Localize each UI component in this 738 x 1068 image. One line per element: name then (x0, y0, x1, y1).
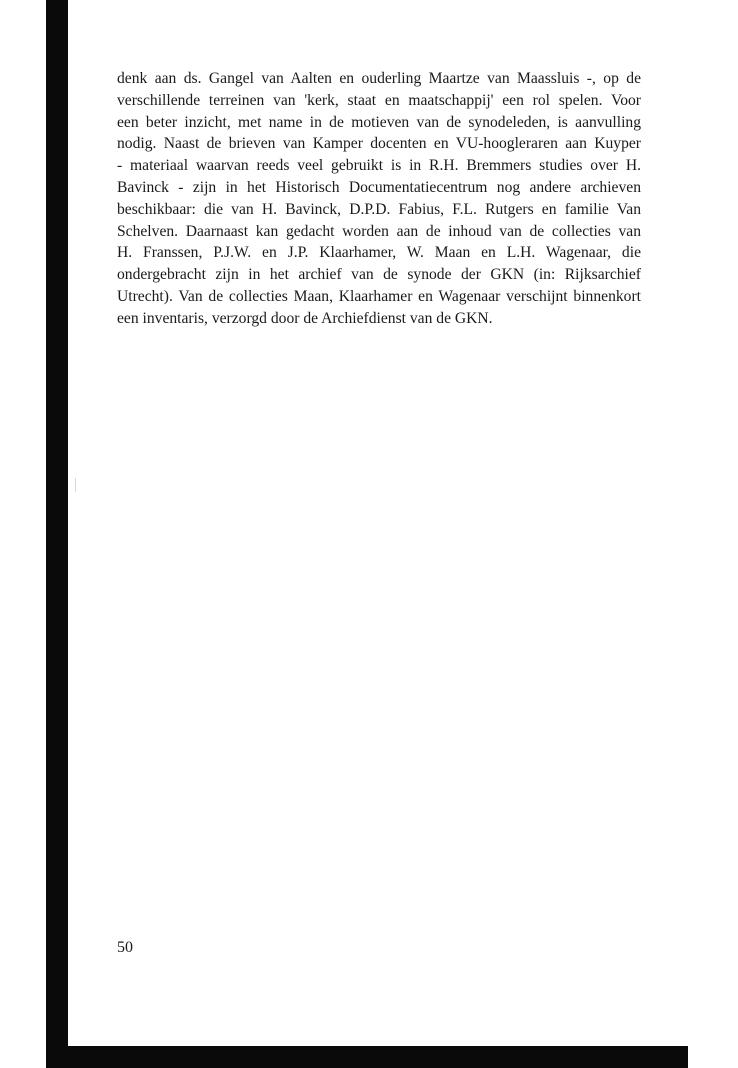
text-line: denk aan ds. Gangel van Aalten en ouderling Maartze van Maassluis -, op de (117, 70, 641, 87)
text-line: - materiaal waarvan reeds veel gebruikt is in R.H. Bremmers studies over H. (117, 157, 641, 175)
page-number: 50 (117, 939, 133, 956)
text-line: verschillende terreinen van 'kerk, staat en maatschappij' een rol spelen. Voor (117, 91, 641, 109)
text-line: nodig. Naast de brieven van Kamper docenten en VU-hoogleraren aan Kuyper (117, 135, 641, 153)
body-paragraph (117, 68, 641, 330)
text-line: ondergebracht zijn in het archief van de synode der GKN (in: Rijksarchief (117, 266, 641, 284)
text-line: een inventaris, verzorgd door de Archiefdienst van de GKN. (117, 309, 493, 327)
text-line: H. Franssen, P.J.W. en J.P. Klaarhamer, W. Maan en L.H. Wagenaar, die (117, 244, 641, 262)
text-line: Utrecht). Van de collecties Maan, Klaarhamer en Wagenaar verschijnt binnenkort (117, 287, 641, 305)
text-line: een beter inzicht, met name in de motieven van de synodeleden, is aanvulling (117, 113, 641, 131)
text-line: beschikbaar: die van H. Bavinck, D.P.D. Fabius, F.L. Rutgers en familie Van (117, 200, 641, 218)
scan-border-bottom (46, 1046, 688, 1068)
scan-speck (75, 478, 76, 492)
scan-border-left (46, 0, 68, 1068)
text-line: Schelven. Daarnaast kan gedacht worden aan de inhoud van de collecties van (117, 222, 641, 240)
text-line: Bavinck - zijn in het Historisch Documentatiecentrum nog andere archieven (117, 178, 641, 196)
